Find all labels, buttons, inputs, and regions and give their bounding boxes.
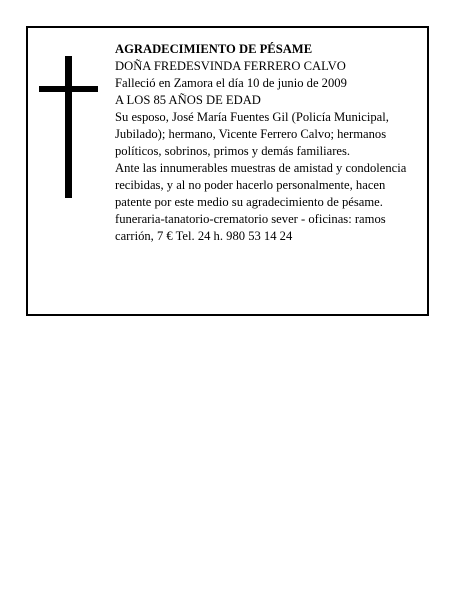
cross-horizontal-bar bbox=[39, 86, 98, 92]
cross-vertical-bar bbox=[65, 56, 72, 198]
obituary-notice bbox=[26, 26, 429, 316]
cross-icon bbox=[28, 28, 118, 228]
family-list: Su esposo, José María Fuentes Gil (Policía Municipal, Jubilado); hermano, Vicente Ferrero Calvo; hermanos políticos, sobrinos, primos y demás familiares. bbox=[115, 110, 389, 158]
notice-heading: AGRADECIMIENTO DE PÉSAME bbox=[115, 42, 313, 56]
deceased-name: DOÑA FREDESVINDA FERRERO CALVO bbox=[115, 59, 346, 73]
notice-text bbox=[115, 41, 421, 245]
age-at-death: A LOS 85 AÑOS DE EDAD bbox=[115, 93, 261, 107]
funeral-home-info: funeraria-tanatorio-crematorio sever - oficinas: ramos carrión, 7 € Tel. 24 h. 980 53 14 24 bbox=[115, 212, 386, 243]
thanks-message: Ante las innumerables muestras de amistad y condolencia recibidas, y al no poder hacerlo personalmente, hacen patente por este medio su agradecimiento de pésame. bbox=[115, 161, 407, 209]
death-info: Falleció en Zamora el día 10 de junio de 2009 bbox=[115, 76, 347, 90]
